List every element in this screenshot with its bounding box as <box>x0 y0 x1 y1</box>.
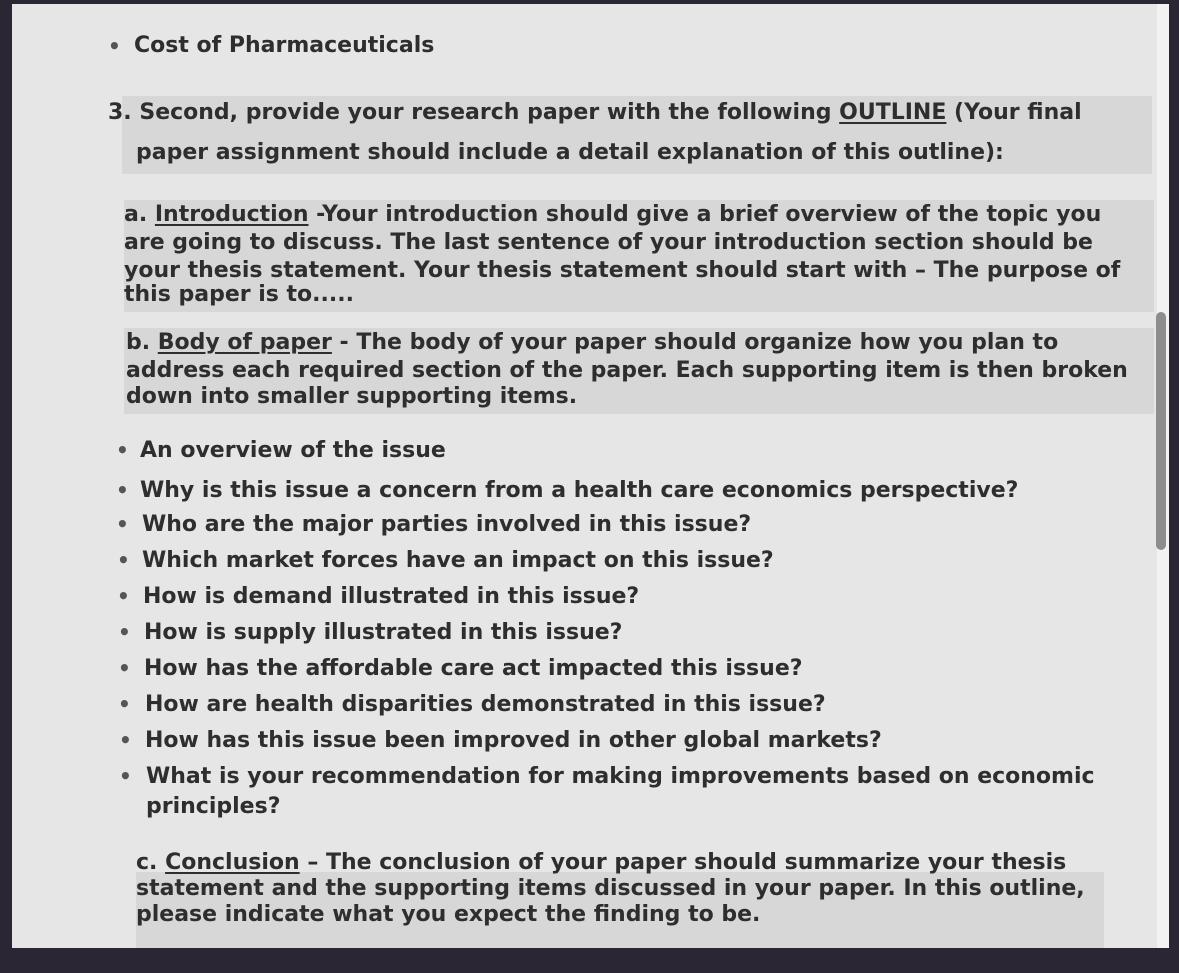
bullet-dot: • <box>118 656 131 680</box>
list-item: How has the affordable care act impacted this issue? <box>144 656 803 681</box>
scrollbar-thumb[interactable] <box>1156 312 1166 550</box>
section-c-line1 <box>136 850 1066 876</box>
list-item: Who are the major parties involved in this issue? <box>142 512 752 537</box>
section-b-line1-rest: - The body of your paper should organize how you plan to <box>339 330 1059 355</box>
top-bullet-text: Cost of Pharmaceuticals <box>134 33 435 58</box>
step3-line1-text: Second, provide your research paper with the following <box>139 100 832 125</box>
bullet-dot: • <box>116 438 129 462</box>
section-c-line2: statement and the supporting items discussed in your paper. In this outline, <box>136 876 1085 901</box>
list-item: What is your recommendation for making improvements based on economic <box>146 764 1095 789</box>
step3-line1 <box>108 100 1082 126</box>
section-a-line2: are going to discuss. The last sentence of your introduction section should be <box>124 230 1093 255</box>
section-b-line2: address each required section of the paper. Each supporting item is then broken <box>126 358 1128 383</box>
section-a-line4: this paper is to..... <box>124 282 354 307</box>
bullet-dot: • <box>117 584 130 608</box>
list-item: How has this issue been improved in other global markets? <box>145 728 882 753</box>
step3-line1-rest: (Your final <box>954 100 1082 125</box>
section-c-line1-rest: – The conclusion of your paper should summarize your thesis <box>307 850 1067 875</box>
list-item: How is supply illustrated in this issue? <box>144 620 623 645</box>
section-c-title: Conclusion <box>165 850 300 875</box>
list-item: How are health disparities demonstrated in this issue? <box>145 692 826 717</box>
section-b-title: Body of paper <box>157 330 332 355</box>
section-b-line3: down into smaller supporting items. <box>126 384 578 409</box>
bullet-dot: • <box>117 548 130 572</box>
section-c-line3: please indicate what you expect the finding to be. <box>136 902 761 927</box>
section-b-line1 <box>126 330 1058 356</box>
bullet-dot: • <box>118 692 131 716</box>
section-c-prefix: c. <box>136 850 158 875</box>
bullet-dot: • <box>118 620 131 644</box>
section-a-line1 <box>124 202 1101 228</box>
section-a-line1-rest: -Your introduction should give a brief overview of the topic you <box>316 202 1102 227</box>
section-a-line3: your thesis statement. Your thesis statement should start with – The purpose of <box>124 258 1121 283</box>
list-item: An overview of the issue <box>140 438 446 463</box>
list-item: How is demand illustrated in this issue? <box>143 584 640 609</box>
bullet-dot: • <box>119 764 132 788</box>
bullet-dot: • <box>119 728 132 752</box>
section-b-prefix: b. <box>126 330 151 355</box>
list-item: Why is this issue a concern from a health care economics perspective? <box>140 478 1019 503</box>
screen <box>12 4 1169 948</box>
step3-number: 3. <box>108 100 132 125</box>
section-a-prefix: a. <box>124 202 148 227</box>
list-item: Which market forces have an impact on this issue? <box>142 548 774 573</box>
bullet-dot: • <box>108 34 121 58</box>
outline-keyword: OUTLINE <box>839 100 947 125</box>
step3-line2: paper assignment should include a detail explanation of this outline): <box>136 140 1004 165</box>
section-a-title: Introduction <box>154 202 309 227</box>
bullet-dot: • <box>116 512 129 536</box>
bullet-dot: • <box>116 478 129 502</box>
list-item-continuation: principles? <box>146 794 281 819</box>
